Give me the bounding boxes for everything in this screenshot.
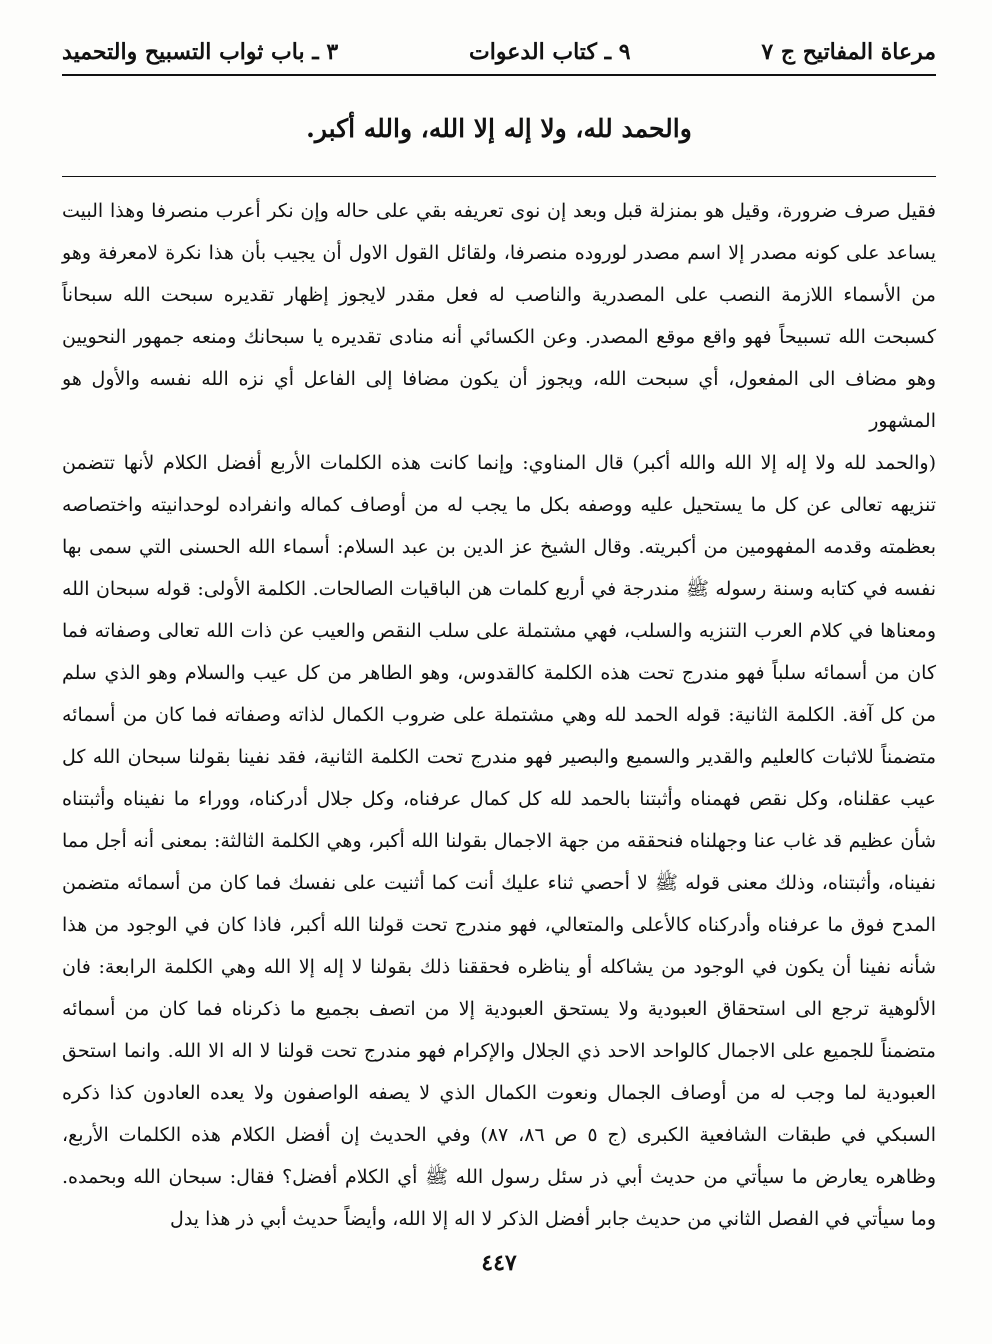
hadith-text: والحمد لله، ولا إله إلا الله، والله أكبر.: [306, 114, 692, 143]
header-section: ٣ ـ باب ثواب التسبيح والتحميد: [62, 39, 339, 65]
page-number: ٤٤٧: [481, 1250, 517, 1276]
running-header: [62, 34, 936, 70]
book-page: [62, 22, 936, 1322]
header-book-title: مرعاة المفاتيح ج ٧: [761, 39, 936, 65]
matn-divider: [62, 176, 936, 177]
commentary-body: [62, 190, 936, 1240]
commentary-paragraph-1: فقيل صرف ضرورة، وقيل هو بمنزلة قبل وبعد إن نوى تعريفه بقي على حاله وإن نكر أعرب منصرفا وهذا البيت يساعد على كونه مصدر إلا اسم مصدر لوروده منصرفا، ولقائل القول الاول أن يجيب بأن هذا نكرة لامعرفة وهو من الأسماء اللازمة النصب على المصدرية والناصب له فعل مقدر لايجوز إظهار تقديره سبحت الله سبحاناً كسبحت الله تسبيحاً فهو واقع موقع المصدر. وعن الكسائي أنه منادى تقديره يا سبحانك ومنعه جمهور النحويين وهو مضاف الى المفعول، أي سبحت الله، ويجوز أن يكون مضافا إلى الفاعل أي نزه الله نفسه والأول هو المشهور: [62, 200, 936, 432]
header-chapter: ٩ ـ كتاب الدعوات: [469, 39, 631, 65]
commentary-paragraph-2: (والحمد لله ولا إله إلا الله والله أكبر) قال المناوي: وإنما كانت هذه الكلمات الأربع أفضل الكلام لأنها تتضمن تنزيهه تعالى عن كل ما يستحيل عليه ووصفه بكل ما يجب له من أوصاف كماله وانفراده لوحدانيته واختصاصه بعظمته وقدمه المفهومين من أكبريته. وقال الشيخ عز الدين بن عبد السلام: أسماء الله الحسنى التي سمى بها نفسه في كتابه وسنة رسوله ﷺ مندرجة في أربع كلمات هن الباقيات الصالحات. الكلمة الأولى: قوله سبحان الله ومعناها في كلام العرب التنزيه والسلب، فهي مشتملة على سلب النقص والعيب عن ذات الله تعالى وصفاته فما كان من أسمائه سلباً فهو مندرج تحت هذه الكلمة كالقدوس، وهو الطاهر من كل عيب والسلام وهو الذي سلم من كل آفة. الكلمة الثانية: قوله الحمد لله وهي مشتملة على ضروب الكمال لذاته وصفاته فما كان من أسمائه متضمناً للاثبات كالعليم والقدير والسميع والبصير فهو مندرج تحت الكلمة الثانية، فقد نفينا بقولنا سبحان الله كل عيب عقلناه، وكل نقص فهمناه وأثبتنا بالحمد لله كل كمال عرفناه، وكل جلال أدركناه، ووراء ما نفيناه وأثبتناه شأن عظيم قد غاب عنا وجهلناه فنحققه من جهة الاجمال بقولنا الله أكبر، وهي الكلمة الثالثة: بمعنى أنه أجل مما نفيناه، وأثبتناه، وذلك معنى قوله ﷺ لا أحصي ثناء عليك أنت كما أثنيت على نفسك فما كان من أسمائه متضمن المدح فوق ما عرفناه وأدركناه كالأعلى والمتعالي، فهو مندرج تحت قولنا الله أكبر، فاذا كان في الوجود من هذا شأنه نفينا أن يكون في الوجود من يشاكله أو يناظره فحققنا ذلك بقولنا لا إله إلا الله وهي الكلمة الرابعة: فان الألوهية ترجع الى استحقاق العبودية ولا يستحق العبودية إلا من اتصف بجميع ما ذكرناه فما كان من أسمائه متضمناً للجميع على الاجمال كالواحد الاحد ذي الجلال والإكرام فهو مندرج تحت قولنا لا اله الا الله. وانما استحق العبودية لما وجب له من أوصاف الجمال ونعوت الكمال الذي لا يصفه الواصفون ولا يعده العادون كذا ذكره السبكي في طبقات الشافعية الكبرى (ج ٥ ص ٨٦، ٨٧) وفي الحديث إن أفضل الكلام هذه الكلمات الأربع، وظاهره يعارض ما سيأتي من حديث أبي ذر سئل رسول الله ﷺ أي الكلام أفضل؟ فقال: سبحان الله وبحمده. وما سيأتي في الفصل الثاني من حديث جابر أفضل الذكر لا اله إلا الله، وأيضاً حديث أبي ذر هذا يدل: [62, 452, 936, 1230]
header-divider: [62, 74, 936, 76]
